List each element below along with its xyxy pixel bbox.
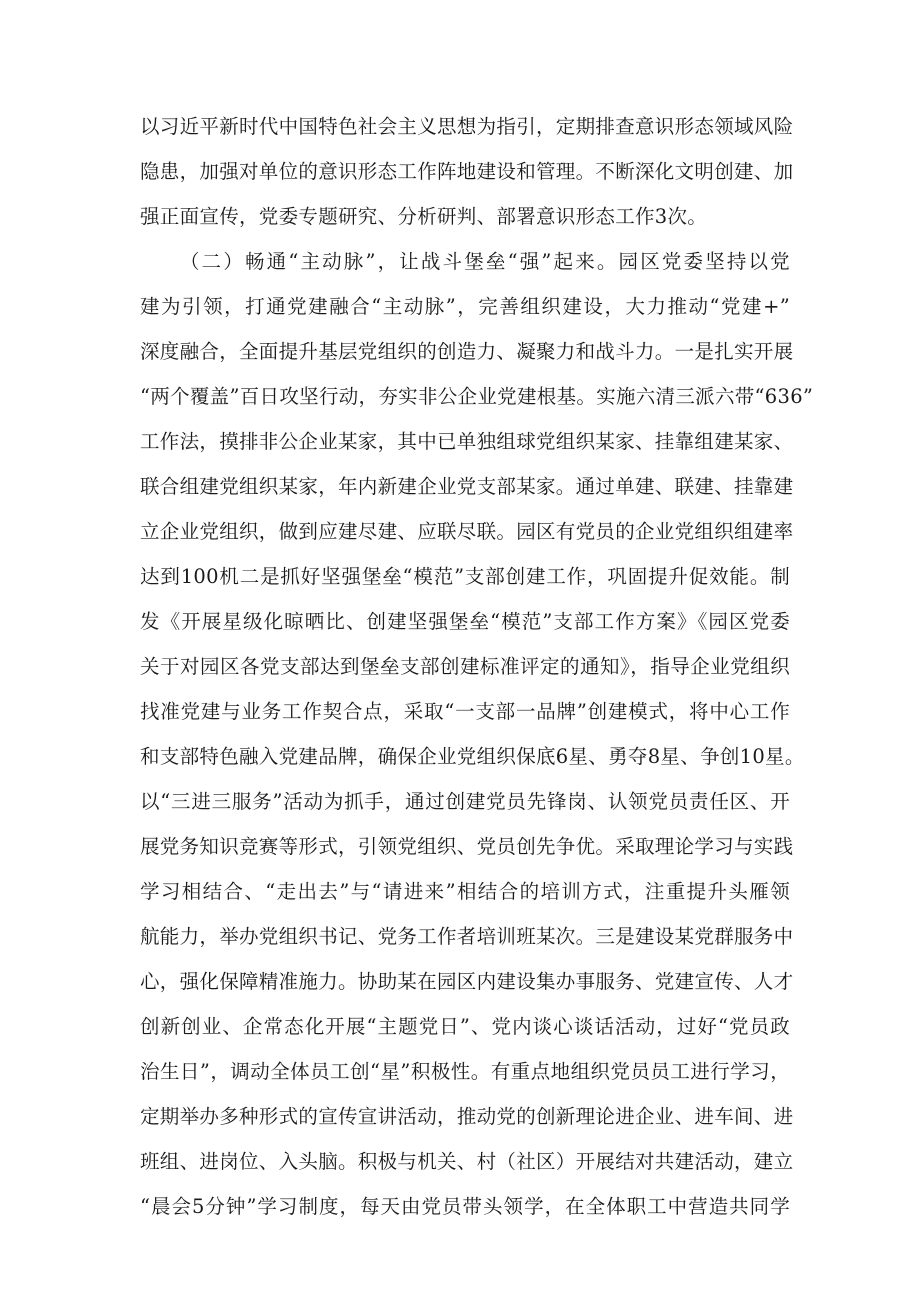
text-line: 强正面宣传，党委专题研究、分析研判、部署意识形态工作3次。 bbox=[140, 205, 708, 228]
text-line: 深度融合，全面提升基层党组织的创造力、凝聚力和战斗力。一是扎实开展 bbox=[140, 340, 794, 363]
text-line: 展党务知识竞赛等形式，引领党组织、党员创先争优。采取理论学习与实践 bbox=[140, 835, 794, 858]
text-line: 立企业党组织，做到应建尽建、应联尽联。园区有党员的企业党组织组建率 bbox=[140, 520, 794, 543]
text-line: 以“三进三服务”活动为抓手，通过创建党员先锋岗、认领党员责任区、开 bbox=[140, 790, 790, 813]
text-line: 隐患，加强对单位的意识形态工作阵地建设和管理。不断深化文明创建、加 bbox=[140, 160, 794, 183]
text-line: “两个覆盖”百日攻坚行动，夯实非公企业党建根基。实施六清三派六带“636” bbox=[140, 385, 814, 408]
text-line: 建为引领，打通党建融合“主动脉”，完善组织建设，大力推动“党建+” bbox=[140, 295, 790, 318]
text-line: 创新创业、企常态化开展“主题党日”、党内谈心谈话活动，过好“党员政 bbox=[140, 1015, 790, 1038]
text-line: 以习近平新时代中国特色社会主义思想为指引，定期排查意识形态领域风险 bbox=[140, 115, 794, 138]
text-line: 联合组建党组织某家，年内新建企业党支部某家。通过单建、联建、挂靠建 bbox=[140, 475, 794, 498]
text-line: 治生日”，调动全体员工创“星”积极性。有重点地组织党员员工进行学习， bbox=[140, 1060, 790, 1083]
text-line: “晨会5分钟”学习制度，每天由党员带头领学，在全体职工中营造共同学 bbox=[140, 1195, 790, 1218]
text-line: 和支部特色融入党建品牌，确保企业党组织保底6星、勇夺8星、争创10星。 bbox=[140, 745, 805, 768]
text-line: 定期举办多种形式的宣传宣讲活动，推动党的创新理论进企业、进车间、进 bbox=[140, 1105, 794, 1128]
text-line: 达到100机二是抓好坚强堡垒“模范”支部创建工作，巩固提升促效能。制 bbox=[140, 565, 790, 588]
text-line: 班组、进岗位、入头脑。积极与机关、村（社区）开展结对共建活动，建立 bbox=[140, 1150, 794, 1173]
text-line: 学习相结合、“走出去”与“请进来”相结合的培训方式，注重提升头雁领 bbox=[140, 880, 790, 903]
text-line: 工作法，摸排非公企业某家，其中已单独组球党组织某家、挂靠组建某家、 bbox=[140, 430, 794, 453]
text-line: 心，强化保障精准施力。协助某在园区内建设集办事服务、党建宣传、人才 bbox=[140, 970, 794, 993]
text-line: 关于对园区各党支部达到堡垒支部创建标准评定的通知》，指导企业党组织 bbox=[140, 655, 790, 678]
text-line: 发《开展星级化晾晒比、创建坚强堡垒“模范”支部工作方案》《园区党委 bbox=[140, 610, 790, 633]
text-line: 航能力，举办党组织书记、党务工作者培训班某次。三是建设某党群服务中 bbox=[140, 925, 794, 948]
text-line: （二）畅通“主动脉”，让战斗堡垒“强”起来。园区党委坚持以党 bbox=[180, 250, 790, 273]
text-line: 找准党建与业务工作契合点，采取“一支部一品牌”创建模式，将中心工作 bbox=[140, 700, 790, 723]
